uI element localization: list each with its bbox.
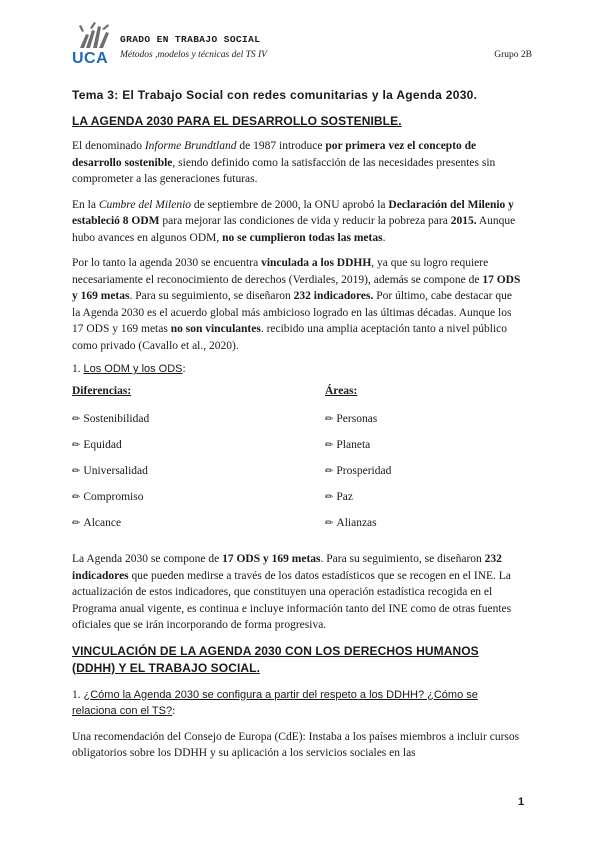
logo-text: UCA <box>72 50 109 67</box>
page-number: 1 <box>518 796 525 808</box>
paragraph-milenio: En la Cumbre del Milenio de septiembre de 2000, la ONU aprobó la Declaración del Milenio y estableció 8 ODM para mejorar las condiciones de vida y reducir la pobreza para 2015. Aunque hubo avances en algunos ODM, no se cumplieron todas las metas. <box>72 198 516 244</box>
page-header <box>72 20 532 72</box>
diferencias-column <box>72 385 325 541</box>
header-subtitle: Métodos ,modelos y técnicas del TS IV <box>120 50 267 60</box>
list-item: ✏ Paz <box>325 491 353 503</box>
tema-title: Tema 3: El Trabajo Social con redes comunitarias y la Agenda 2030. <box>72 88 478 102</box>
pencil-icon: ✏ <box>325 414 334 425</box>
section-title-agenda: LA AGENDA 2030 PARA EL DESARROLLO SOSTENIBLE. <box>72 114 402 128</box>
pencil-icon: ✏ <box>72 414 81 425</box>
document-body <box>72 88 522 771</box>
pencil-icon: ✏ <box>325 440 334 451</box>
subheading-agenda-ddhh: 1. ¿Cómo la Agenda 2030 se configura a partir del respeto a los DDHH? ¿Cómo se relaciona con el TS?: <box>72 688 478 717</box>
pencil-icon: ✏ <box>72 492 81 503</box>
subheading-odm-ods: 1. Los ODM y los ODS: <box>72 363 186 375</box>
section-title-vinculacion: VINCULACIÓN DE LA AGENDA 2030 CON LOS DERECHOS HUMANOS (DDHH) Y EL TRABAJO SOCIAL. <box>72 643 479 675</box>
paragraph-indicadores: La Agenda 2030 se compone de 17 ODS y 169 metas. Para su seguimiento, se diseñaron 232 indicadores que pueden medirse a través de los datos estadísticos que se recogen en el INE. La actualización de estos indicadores, que constituyen una operación estadística recogida en el Programa anual vigente, es continua e incluye información tanto del INE como de otras fuentes oficiales que se irán incorporando de forma progresiva. <box>72 553 512 631</box>
odm-ods-columns <box>72 385 522 541</box>
list-item: ✏ Universalidad <box>72 465 148 477</box>
list-item: ✏ Personas <box>325 413 378 425</box>
uca-logo <box>72 20 118 68</box>
pencil-icon: ✏ <box>325 492 334 503</box>
list-item: ✏ Sostenibilidad <box>72 413 150 425</box>
list-item: ✏ Alcance <box>72 517 122 529</box>
diferencias-heading: Diferencias: <box>72 385 132 397</box>
pencil-icon: ✏ <box>72 440 81 451</box>
list-item: ✏ Planeta <box>325 439 371 451</box>
paragraph-brundtland: El denominado Informe Brundtland de 1987 introduce por primera vez el concepto de desarrollo sostenible, siendo definido como la satisfacción de las necesidades presentes sin comprometer a las generaciones futuras. <box>72 140 496 185</box>
list-item: ✏ Prosperidad <box>325 465 392 477</box>
areas-heading: Áreas: <box>325 385 358 397</box>
header-group: Grupo 2B <box>494 50 532 60</box>
list-item: ✏ Equidad <box>72 439 122 451</box>
pencil-icon: ✏ <box>72 518 81 529</box>
areas-column <box>325 385 515 541</box>
header-title: GRADO EN TRABAJO SOCIAL <box>120 34 261 45</box>
pencil-icon: ✏ <box>325 518 334 529</box>
pencil-icon: ✏ <box>72 466 81 477</box>
list-item: ✏ Alianzas <box>325 517 377 529</box>
paragraph-cde: Una recomendación del Consejo de Europa (CdE): Instaba a los países miembros a incluir cursos obligatorios sobre los DDHH y su aplicación a los servicios sociales en las <box>72 730 520 759</box>
paragraph-agenda-ddhh: Por lo tanto la agenda 2030 se encuentra vinculada a los DDHH, ya que su logro requiere necesariamente el reconocimiento de derechos (Verdiales, 2019), además se compone de 17 ODS y 169 metas. Para su seguimiento, se diseñaron 232 indicadores. Por último, cabe destacar que la Agenda 2030 es el acuerdo global más ambicioso logrado en las últimas décadas. Aunque los 17 ODS y 169 metas no son vinculantes. recibido una amplia aceptación tanto a nivel público como privado (Cavallo et al., 2020). <box>72 257 521 352</box>
pencil-icon: ✏ <box>325 466 334 477</box>
list-item: ✏ Compromiso <box>72 491 144 503</box>
uca-emblem-icon <box>76 20 114 50</box>
